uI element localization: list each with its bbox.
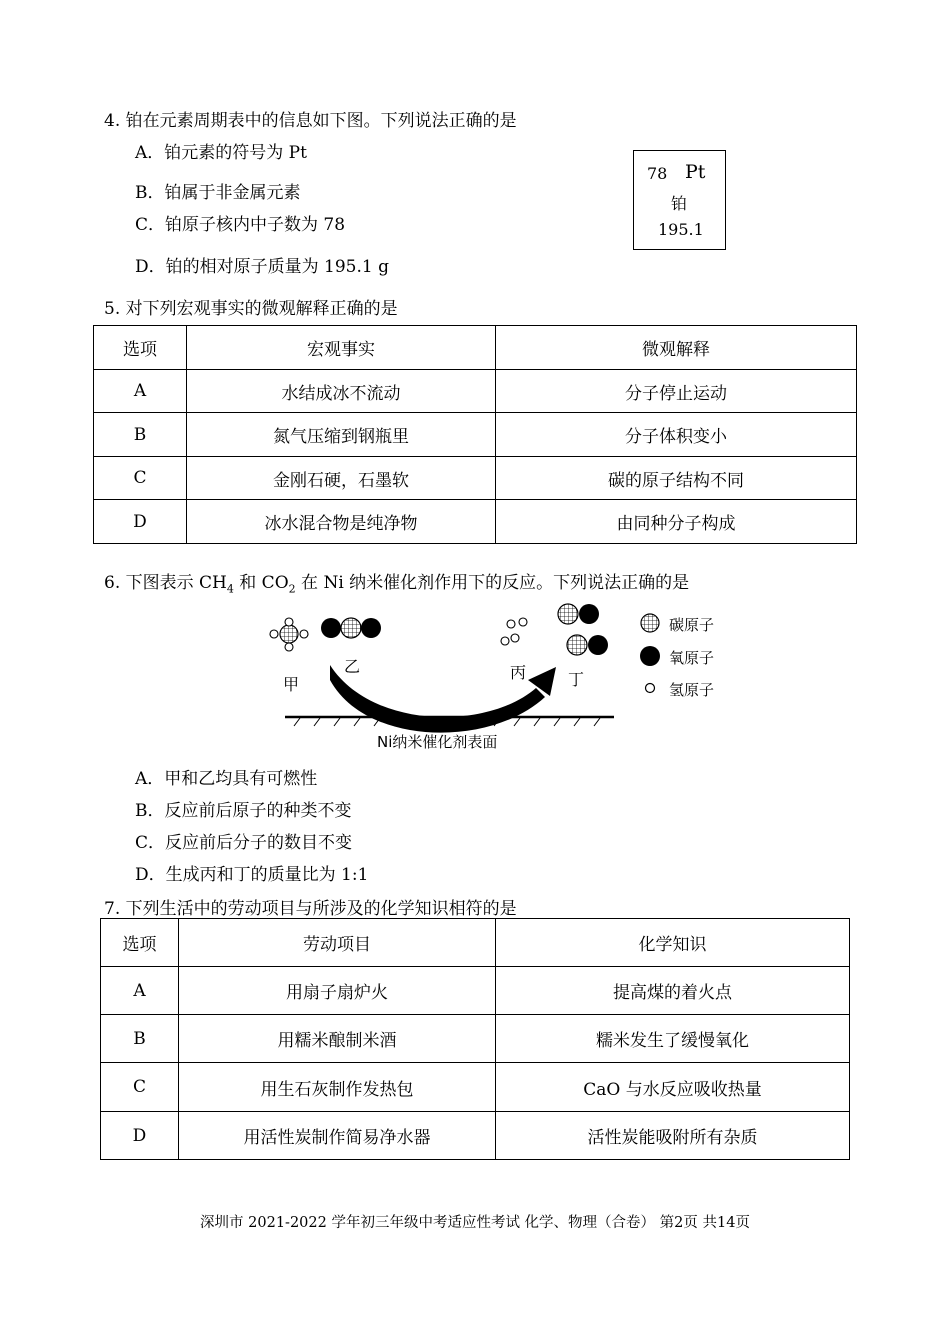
label-yi: 乙 xyxy=(344,657,361,676)
legend-carbon-label: 碳原子 xyxy=(669,616,715,634)
table-cell: 糯米发生了缓慢氧化 xyxy=(496,1015,850,1063)
label-jia: 甲 xyxy=(283,675,300,694)
table-cell: 由同种分子构成 xyxy=(496,500,857,544)
table-row xyxy=(101,967,850,1015)
table-row xyxy=(101,1063,850,1112)
table-cell: 用扇子扇炉火 xyxy=(179,967,496,1015)
q4-stem: 4. 铂在元素周期表中的信息如下图。下列说法正确的是 xyxy=(104,111,517,131)
table-cell: 用活性炭制作简易净水器 xyxy=(179,1112,496,1160)
table-cell: C xyxy=(101,1063,179,1112)
label-bing: 丙 xyxy=(510,663,527,682)
table-header-cell: 微观解释 xyxy=(496,326,857,370)
q6-option-a: A．甲和乙均具有可燃性 xyxy=(135,769,318,789)
table-cell: 分子体积变小 xyxy=(496,413,857,457)
label-ding: 丁 xyxy=(568,670,585,689)
q6-stem-part: 6. 下图表示 CH xyxy=(104,573,227,593)
methane-molecule xyxy=(270,618,308,651)
table-cell: A xyxy=(94,370,187,413)
table-cell: 冰水混合物是纯净物 xyxy=(187,500,496,544)
table-cell: 水结成冰不流动 xyxy=(187,370,496,413)
q7-table xyxy=(100,918,850,1160)
q6-option-c: C．反应前后分子的数目不变 xyxy=(135,833,353,853)
q4-option-a: A．铂元素的符号为 Pt xyxy=(135,143,307,163)
table-cell: D xyxy=(94,500,187,544)
table-header-row xyxy=(101,919,850,967)
legend-hydrogen-label: 氢原子 xyxy=(669,681,715,699)
table-cell: C xyxy=(94,457,187,500)
q4-option-c: C．铂原子核内中子数为 78 xyxy=(135,215,346,235)
q5-stem: 5. 对下列宏观事实的微观解释正确的是 xyxy=(104,299,398,319)
table-cell: 金刚石硬，石墨软 xyxy=(187,457,496,500)
q6-subscript: 2 xyxy=(288,582,296,596)
atomic-number: 78 xyxy=(647,164,668,183)
table-header-cell: 选项 xyxy=(101,919,179,967)
q4-option-d: D．铂的相对原子质量为 195.1 g xyxy=(135,257,389,277)
q4-option-b: B．铂属于非金属元素 xyxy=(135,183,301,203)
q6-stem-part: 在 Ni 纳米催化剂作用下的反应。下列说法正确的是 xyxy=(295,573,690,593)
table-row xyxy=(101,1112,850,1160)
legend-hydrogen-icon xyxy=(646,684,655,693)
table-cell: 碳的原子结构不同 xyxy=(496,457,857,500)
hydrogen-molecule xyxy=(501,618,527,645)
table-header-cell: 化学知识 xyxy=(496,919,850,967)
q6-option-b: B．反应前后原子的种类不变 xyxy=(135,801,352,821)
legend-oxygen-icon xyxy=(640,646,660,666)
element-symbol: Pt xyxy=(685,161,706,183)
q6-subscript: 4 xyxy=(226,582,234,596)
page-footer: 深圳市 2021-2022 学年初三年级中考适应性考试 化学、物理（合卷） 第2页 共14页 xyxy=(200,1215,750,1231)
q7-stem: 7. 下列生活中的劳动项目与所涉及的化学知识相符的是 xyxy=(104,899,517,919)
table-cell: A xyxy=(101,967,179,1015)
atomic-mass: 195.1 xyxy=(658,220,704,239)
table-header-cell: 选项 xyxy=(94,326,187,370)
legend-oxygen-label: 氧原子 xyxy=(669,649,715,667)
table-cell: 用生石灰制作发热包 xyxy=(179,1063,496,1112)
table-cell: 提高煤的着火点 xyxy=(496,967,850,1015)
element-name: 铂 xyxy=(671,194,688,213)
carbon-dioxide-molecule xyxy=(321,618,381,638)
table-header-cell: 劳动项目 xyxy=(179,919,496,967)
table-cell: 用糯米酿制米酒 xyxy=(179,1015,496,1063)
table-header-cell: 宏观事实 xyxy=(187,326,496,370)
table-cell: B xyxy=(94,413,187,457)
q6-option-d: D．生成丙和丁的质量比为 1:1 xyxy=(135,865,369,885)
table-cell: 活性炭能吸附所有杂质 xyxy=(496,1112,850,1160)
surface-label: Ni纳米催化剂表面 xyxy=(377,733,498,751)
table-cell: D xyxy=(101,1112,179,1160)
table-row xyxy=(101,1015,850,1063)
table-cell: CaO 与水反应吸收热量 xyxy=(496,1063,850,1112)
q6-stem-part: 和 CO xyxy=(233,573,289,593)
table-cell: 氮气压缩到钢瓶里 xyxy=(187,413,496,457)
legend-carbon-icon xyxy=(641,614,659,632)
carbon-monoxide-molecule xyxy=(558,604,608,655)
table-cell: B xyxy=(101,1015,179,1063)
table-cell: 分子停止运动 xyxy=(496,370,857,413)
